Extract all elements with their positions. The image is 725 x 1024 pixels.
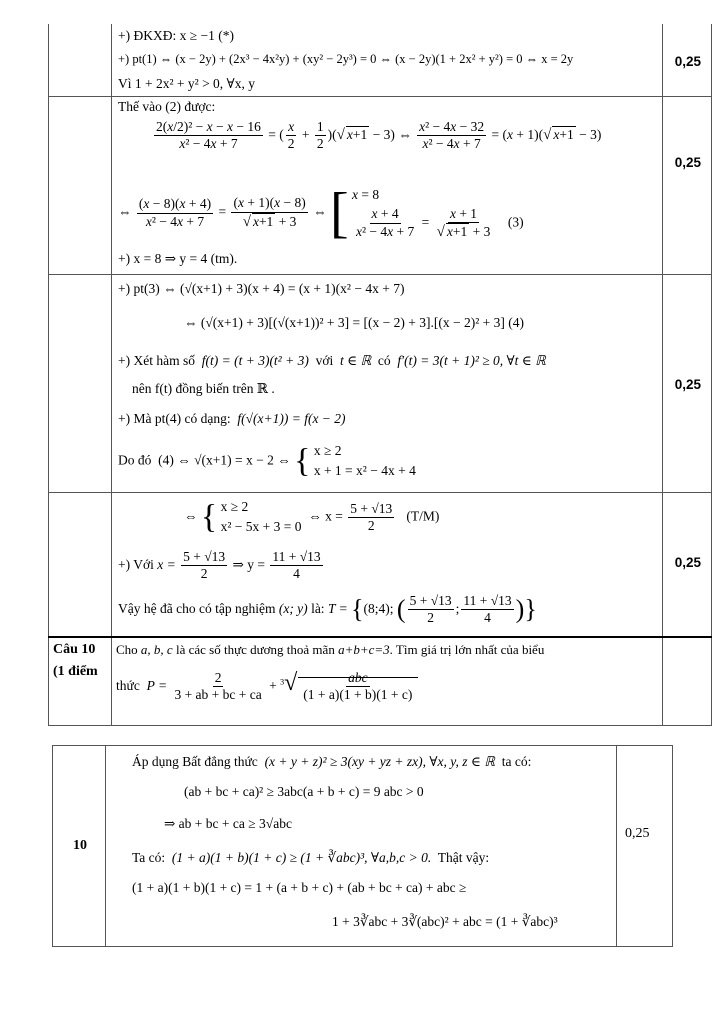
pt4-form-line: +) Mà pt(4) có dạng: f(√(x+1)) = f(x − 2)	[118, 411, 346, 426]
y-value-line: +) Với x = $\frac{5 + √13}{2}$ ⇒ y = $\frac{11 + √13}{4}$	[118, 549, 321, 582]
score: 0,25	[674, 377, 701, 392]
score: 0,25	[625, 826, 650, 841]
substitution-equation: $\frac{\text{2(x/2)² − x − x − 16}}{\text{x² − 4x + 7}}$ = ( $\frac{x}{2}$ + $\frac{1}{2}$ )(√ x+1 − 3) ⇔ $\frac{\text{x² − 4x − 32}}{\text{x² − 4x + 7}}$ = (x + 1)(√ x+1 − 3)	[156, 119, 602, 152]
score: 0,25	[674, 54, 701, 69]
factor-line: +) pt(1) ⇔ (x − 2y) + (2x³ − 4x²y) + (xy² − 2y³) = 0 ⇔ (x − 2y)(1 + 2x² + y²) = 0 ⇔ x = 2y	[118, 52, 574, 66]
question-cell-empty	[49, 24, 112, 97]
positivity-line: Vì 1 + 2x² + y² > 0, ∀x, y	[118, 76, 255, 91]
x-equals-8-line: +) x = 8 ⇒ y = 4 (tm).	[118, 251, 238, 266]
inequality-line: Áp dụng Bất đẳng thức (x + y + z)² ≥ 3(xy + yz + zx), ∀x, y, z ∈ ℝ ta có:	[132, 754, 532, 769]
product-inequality-line: Ta có: (1 + a)(1 + b)(1 + c) ≥ (1 + ∛abc)³, ∀a,b,c > 0. Thật vậy:	[132, 850, 490, 865]
cube-identity-line: 1 + 3∛abc + 3∛(abc)² + abc = (1 + ∛abc)³	[332, 914, 558, 929]
solution-table	[48, 24, 712, 726]
monotonic-line: nên f(t) đồng biến trên ℝ .	[132, 381, 275, 396]
score: 0,25	[674, 155, 701, 170]
ab-bc-ca-bound-line: ⇒ ab + bc + ca ≥ 3√abc	[164, 816, 292, 831]
therefore-line: Do đó (4) ⇔ √(x+1) = x − 2 ⇔ { x ≥ 2 x + 1 = x² − 4x + 4	[118, 442, 416, 480]
substitute-intro: Thế vào (2) được:	[118, 99, 216, 114]
expansion-line: (1 + a)(1 + b)(1 + c) = 1 + (a + b + c) + (ab + bc + ca) + abc ≥	[132, 880, 467, 895]
answer-table	[52, 745, 673, 947]
quadratic-system: ⇔ { x ≥ 2 x² − 5x + 3 = 0 ⇔ x = $\frac{5 + √13}{2}$ (T/M)	[184, 498, 440, 536]
condition-line: +) ĐKXĐ: x ≥ −1 (*)	[118, 28, 234, 43]
problem-statement: Cho a, b, c là các số thực dương thoả mãn a+b+c=3. Tìm giá trị lớn nhất của biểu	[116, 642, 545, 657]
pt4-line: ⇔ (√(x+1) + 3)[(√(x+1))² + 3] = [(x − 2) + 3].[(x − 2)² + 3] (4)	[184, 315, 524, 330]
case-split-equation: ⇔ $\frac{(x - 8)(x + 4)}{\text{x² − 4x + 7}}$ = $\frac{(x + 1)(x - 8)}{√ x+1 + 3}$ ⇔ [ x = 8 $\frac{x + 4}{\text{x² − 4x + 7}}$ = $\frac{x + 1}{√ x+1 + 3}$ (3)	[118, 182, 524, 244]
problem-expression: thức P = $\frac{2}{3 + ab + bc + ca}$ + $^3$√ $\frac{\text{abc}}{(1 + a)(1 + b)(1 + c)}$	[116, 670, 418, 704]
function-line: +) Xét hàm số f(t) = (t + 3)(t² + 3) với t ∈ ℝ có f′(t) = 3(t + 1)² ≥ 0, ∀t ∈ ℝ	[118, 353, 546, 368]
question-number: 10	[73, 838, 87, 853]
question-points: (1 điểm	[53, 664, 98, 679]
question-label: Câu 10	[53, 642, 96, 657]
pt3-line: +) pt(3) ⇔ (√(x+1) + 3)(x + 4) = (x + 1)(x² − 4x + 7)	[118, 281, 405, 296]
score: 0,25	[674, 555, 701, 570]
ab-bc-ca-square-line: (ab + bc + ca)² ≥ 3abc(a + b + c) = 9 abc > 0	[184, 784, 424, 799]
solution-set-line: Vậy hệ đã cho có tập nghiệm (x; y) là: T = {(8;4); ( $\frac{5 + √13}{2}$ ; $\frac{11 + √13}{4}$ )}	[118, 593, 537, 626]
